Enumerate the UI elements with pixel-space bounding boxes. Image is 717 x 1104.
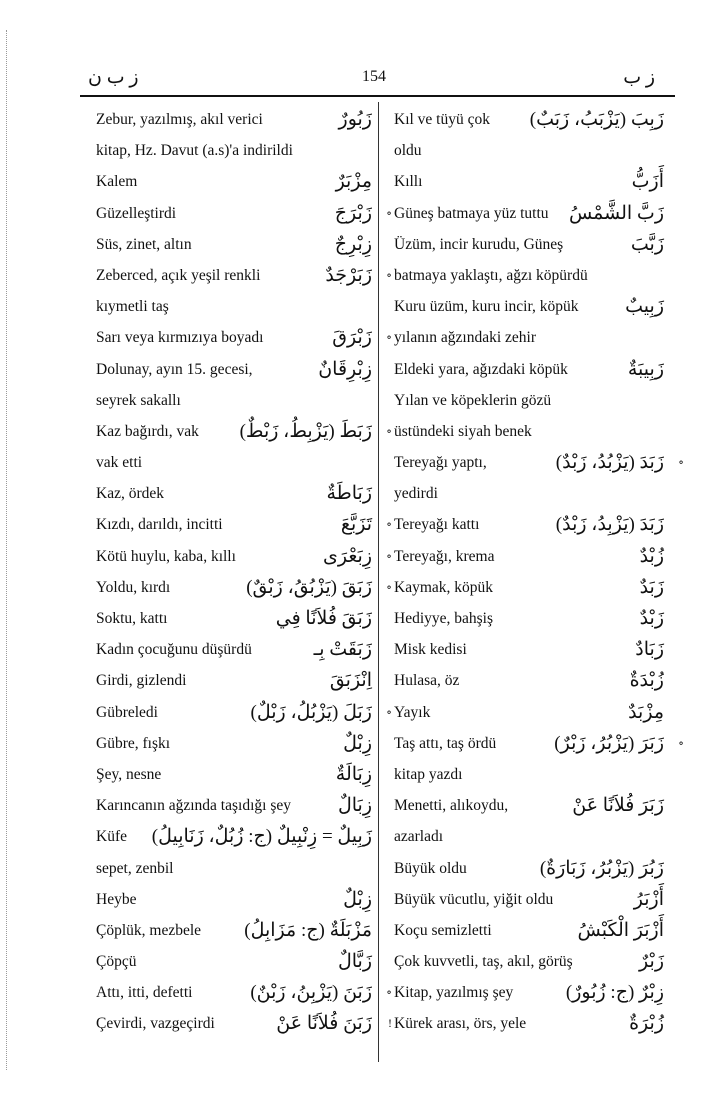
dictionary-entry — [96, 135, 372, 166]
turkish-meaning: Zebur, yazılmış, akıl verici — [96, 111, 263, 128]
arabic-headword: أَزْبَرَ الْكَبْشُ — [577, 919, 664, 941]
turkish-meaning: Çok kuvvetli, taş, akıl, görüş — [394, 953, 573, 971]
dictionary-entry — [394, 946, 664, 977]
arabic-headword: زَبَلَ (يَزْبُلُ، زَبْلٌ) — [250, 701, 372, 723]
arabic-headword: زُبْرَةٌ — [629, 1013, 664, 1035]
turkish-meaning: Zeberced, açık yeşil renkli — [96, 266, 261, 284]
arabic-headword: زَبْدٌ — [639, 608, 664, 629]
turkish-meaning: Tereyağı yaptı, — [394, 454, 487, 472]
arabic-headword: مِزْبَرٌ — [335, 171, 372, 193]
turkish-meaning: Tereyağı kattı — [394, 516, 480, 534]
dictionary-entry — [96, 354, 372, 385]
dictionary-entry — [394, 759, 664, 790]
dictionary-entry — [394, 478, 664, 509]
dictionary-entry — [394, 790, 664, 821]
turkish-meaning: azarladı — [394, 828, 444, 846]
dictionary-entry — [394, 166, 664, 197]
dictionary-entry — [96, 915, 372, 946]
margin-dotted-line — [6, 30, 8, 1070]
arabic-headword: زِبْرِقَانٌ — [318, 358, 372, 380]
arabic-headword: زَبَرْجَدٌ — [325, 264, 372, 286]
turkish-meaning: kitap, Hz. Davut (a.s)'a indirildi — [96, 142, 293, 160]
turkish-meaning: Gübreledi — [96, 703, 158, 721]
entry-marker: ∘ — [386, 517, 392, 532]
turkish-meaning: Koçu semizletti — [394, 921, 492, 939]
turkish-meaning: Gübre, fışkı — [96, 734, 171, 752]
arabic-headword: زَبِيلٌ = زِنْبِيلٌ (ج: زُبُلٌ، زَنَابِيلُ) — [151, 826, 372, 848]
arabic-headword: تَزَبَّعَ — [340, 514, 372, 536]
dictionary-entry — [394, 634, 664, 665]
arabic-headword: زَبَنَ فُلاَنًا عَنْ — [276, 1013, 372, 1035]
arabic-headword: زَبَرَ (يَزْبُرُ، زَبْرٌ) — [554, 732, 664, 754]
turkish-meaning: üstündeki siyah benek — [394, 422, 532, 440]
arabic-headword: زَبِبَ (يَزْبَبُ، زَبَبٌ) — [529, 109, 664, 130]
entry-marker: ∘ — [386, 985, 392, 1000]
arabic-headword: مِزْبَدٌ — [628, 701, 664, 723]
turkish-meaning: Eldeki yara, ağızdaki köpük — [394, 360, 568, 378]
dictionary-entry — [96, 104, 372, 135]
header-right-letters: ز ب — [623, 67, 655, 88]
dictionary-entry — [96, 821, 372, 852]
turkish-meaning: Çöplük, mezbele — [96, 921, 202, 939]
entry-marker: ∘ — [386, 579, 392, 594]
dictionary-entry — [96, 198, 392, 229]
turkish-meaning: Kalem — [96, 173, 138, 191]
turkish-meaning: Karıncanın ağzında taşıdığı şey — [96, 797, 291, 815]
dictionary-entry — [394, 728, 684, 759]
turkish-meaning: Kötü huylu, kaba, kıllı — [96, 547, 236, 565]
dictionary-entry — [394, 198, 664, 229]
header-rule — [80, 95, 675, 97]
arabic-headword: زِبَالَةٌ — [335, 763, 372, 785]
entry-marker: ∘ — [678, 455, 684, 470]
dictionary-entry — [394, 260, 664, 291]
dictionary-entry — [96, 447, 372, 478]
dictionary-entry — [96, 416, 392, 447]
dictionary-entry — [96, 541, 392, 572]
turkish-meaning: yedirdi — [394, 485, 438, 503]
turkish-meaning: Hediyye, bahşiş — [394, 610, 494, 627]
arabic-headword: زَبَادٌ — [635, 639, 664, 661]
arabic-headword: زِبْرِجٌ — [334, 233, 372, 255]
entry-marker: ∘ — [386, 205, 392, 220]
turkish-meaning: Çöpçü — [96, 953, 137, 971]
turkish-meaning: Kadın çocuğunu düşürdü — [96, 641, 252, 659]
dictionary-entry — [96, 634, 372, 665]
arabic-headword: زَبَّبَ — [630, 233, 664, 255]
turkish-meaning: Güzelleştirdi — [96, 204, 177, 222]
entry-marker: ∘ — [386, 267, 392, 282]
turkish-meaning: yılanın ağzındaki zehir — [394, 329, 537, 347]
turkish-meaning: oldu — [394, 142, 422, 160]
arabic-headword: زَبَدَ (يَزْبِدُ، زَبْدٌ) — [555, 514, 664, 536]
entry-marker: ∘ — [386, 704, 392, 719]
arabic-headword: زَبْرَقَ — [332, 327, 372, 349]
arabic-headword: مَزْبَلَةٌ (ج: مَزَابِلُ) — [244, 919, 372, 941]
dictionary-entry — [96, 291, 372, 322]
arabic-headword: زَبَقَ (يَزْبُقُ، زَبْقٌ) — [246, 576, 372, 598]
dictionary-entry — [96, 478, 372, 509]
page-number: 154 — [362, 68, 386, 85]
dictionary-entry — [96, 385, 372, 416]
turkish-meaning: Dolunay, ayın 15. gecesi, — [96, 360, 253, 378]
dictionary-entry — [96, 853, 372, 884]
dictionary-entry — [394, 354, 664, 385]
turkish-meaning: Süs, zinet, altın — [96, 235, 192, 253]
arabic-headword: زَبْرَجَ — [334, 202, 372, 224]
entry-marker: ∘ — [386, 548, 392, 563]
dictionary-entry — [394, 291, 664, 322]
dictionary-entry — [394, 541, 664, 572]
turkish-meaning: Yılan ve köpeklerin gözü — [394, 391, 552, 409]
dictionary-entry — [96, 260, 392, 291]
entry-marker: ∘ — [386, 330, 392, 345]
arabic-headword: زَبَنَ (يَزْبِنُ، زَبْنٌ) — [250, 982, 372, 1004]
dictionary-entry — [394, 603, 664, 634]
turkish-meaning: Hulasa, öz — [394, 672, 460, 690]
turkish-meaning: Şey, nesne — [96, 765, 162, 783]
dictionary-entry — [96, 322, 392, 353]
arabic-headword: اِنْزَبَقَ — [329, 670, 372, 692]
dictionary-entry — [96, 884, 372, 915]
turkish-meaning: Kızdı, darıldı, incitti — [96, 516, 223, 534]
dictionary-entry — [394, 322, 664, 353]
dictionary-entry — [96, 229, 372, 260]
arabic-headword: زَبِيبٌ — [625, 296, 664, 318]
arabic-headword: أَزْبَرُ — [633, 888, 664, 910]
dictionary-entry — [394, 665, 664, 696]
dictionary-entry — [394, 385, 664, 416]
entry-marker: ! — [388, 1016, 392, 1031]
turkish-meaning: kitap yazdı — [394, 765, 463, 783]
arabic-headword: زَبَقَتْ بِـ — [313, 639, 372, 661]
turkish-meaning: Yoldu, kırdı — [96, 578, 171, 596]
arabic-headword: زَبَاطَةٌ — [326, 483, 372, 505]
arabic-headword: زُبْدٌ — [639, 545, 664, 567]
dictionary-entry — [96, 509, 392, 540]
arabic-headword: زَبَدَ (يَزْبُدُ، زَبْدٌ) — [555, 452, 664, 474]
arabic-headword: زَبِيبَةٌ — [627, 358, 664, 380]
column-divider — [378, 102, 380, 1062]
turkish-meaning: Soktu, kattı — [96, 610, 168, 627]
turkish-meaning: sepet, zenbil — [96, 859, 174, 877]
turkish-meaning: Kitap, yazılmış şey — [394, 984, 514, 1002]
arabic-headword: زِبَالٌ — [337, 795, 372, 817]
dictionary-entry — [96, 697, 392, 728]
turkish-meaning: vak etti — [96, 454, 143, 472]
dictionary-entry — [96, 1008, 392, 1039]
arabic-headword: زِبَعْرَى — [323, 545, 372, 567]
page-header — [0, 66, 717, 96]
arabic-headword: زَبُرَ (يَزْبُرُ، زَبَارَةٌ) — [539, 857, 664, 879]
turkish-meaning: Menetti, alıkoydu, — [394, 797, 509, 815]
dictionary-entry — [394, 416, 664, 447]
turkish-meaning: Kuru üzüm, kuru incir, köpük — [394, 298, 579, 316]
dictionary-entry — [96, 603, 372, 634]
arabic-headword: زَبْرٌ — [639, 951, 664, 973]
turkish-meaning: Tereyağı, krema — [394, 547, 495, 565]
dictionary-entry — [394, 229, 664, 260]
dictionary-entry — [96, 572, 392, 603]
dictionary-entry — [394, 447, 684, 478]
turkish-meaning: Kaz bağırdı, vak — [96, 422, 199, 440]
dictionary-entry — [394, 104, 664, 135]
right-column — [394, 104, 684, 1040]
turkish-meaning: Küfe — [96, 828, 127, 846]
turkish-meaning: Kıl ve tüyü çok — [394, 111, 490, 128]
dictionary-entry — [394, 915, 664, 946]
dictionary-entry — [394, 1008, 664, 1039]
arabic-headword: زُبْدَةٌ — [629, 670, 664, 692]
turkish-meaning: Kürek arası, örs, yele — [394, 1015, 527, 1033]
dictionary-entry — [394, 572, 664, 603]
dictionary-entry — [96, 166, 372, 197]
turkish-meaning: Kaymak, köpük — [394, 578, 494, 596]
arabic-headword: أَزَبُّ — [631, 171, 664, 193]
dictionary-entry — [394, 509, 664, 540]
dictionary-entry — [394, 821, 664, 852]
arabic-headword: زِبْلٌ — [343, 888, 372, 910]
arabic-headword: زَبَطَ (يَزْبِطُ، زَبْطٌ) — [239, 420, 372, 442]
dictionary-entry — [96, 977, 392, 1008]
arabic-headword: زَبَدٌ — [639, 576, 664, 598]
arabic-headword: زَبَقَ فُلاَنًا فِي — [275, 608, 372, 629]
arabic-headword: زَبَّالٌ — [337, 951, 372, 973]
arabic-headword: زِبْرٌ (ج: زُبُورٌ) — [565, 982, 664, 1004]
arabic-headword: زَبَّ الشَّمْسُ — [568, 202, 664, 224]
turkish-meaning: Girdi, gizlendi — [96, 672, 187, 690]
entry-marker: ∘ — [678, 735, 684, 750]
turkish-meaning: batmaya yaklaştı, ağzı köpürdü — [394, 266, 588, 284]
dictionary-entry — [394, 853, 664, 884]
dictionary-entry — [96, 946, 372, 977]
turkish-meaning: Güneş batmaya yüz tuttu — [394, 204, 549, 222]
dictionary-entry — [394, 697, 664, 728]
left-column — [96, 104, 392, 1040]
turkish-meaning: Attı, itti, defetti — [96, 984, 193, 1002]
turkish-meaning: Heybe — [96, 890, 137, 908]
dictionary-entry — [394, 135, 664, 166]
dictionary-entry — [96, 790, 372, 821]
arabic-headword: زَبُورٌ — [338, 109, 372, 130]
turkish-meaning: Kıllı — [394, 173, 423, 191]
dictionary-entry — [96, 665, 372, 696]
arabic-headword: زِبْلٌ — [343, 732, 372, 754]
turkish-meaning: Büyük oldu — [394, 859, 467, 877]
turkish-meaning: Çevirdi, vazgeçirdi — [96, 1015, 215, 1033]
entry-marker: ∘ — [386, 423, 392, 438]
dictionary-entry — [394, 977, 664, 1008]
turkish-meaning: Misk kedisi — [394, 641, 467, 659]
header-left-letters: ز ب ن — [88, 67, 139, 88]
turkish-meaning: Taş attı, taş ördü — [394, 734, 497, 752]
turkish-meaning: Kaz, ördek — [96, 485, 164, 503]
turkish-meaning: Üzüm, incir kurudu, Güneş — [394, 235, 564, 253]
turkish-meaning: seyrek sakallı — [96, 391, 181, 409]
turkish-meaning: Sarı veya kırmızıya boyadı — [96, 329, 264, 347]
turkish-meaning: kıymetli taş — [96, 298, 169, 316]
turkish-meaning: Büyük vücutlu, yiğit oldu — [394, 890, 554, 908]
dictionary-entry — [394, 884, 664, 915]
arabic-headword: زَبَرَ فُلاَنًا عَنْ — [572, 795, 664, 817]
dictionary-entry — [96, 728, 372, 759]
dictionary-entry — [96, 759, 372, 790]
turkish-meaning: Yayık — [394, 703, 431, 721]
